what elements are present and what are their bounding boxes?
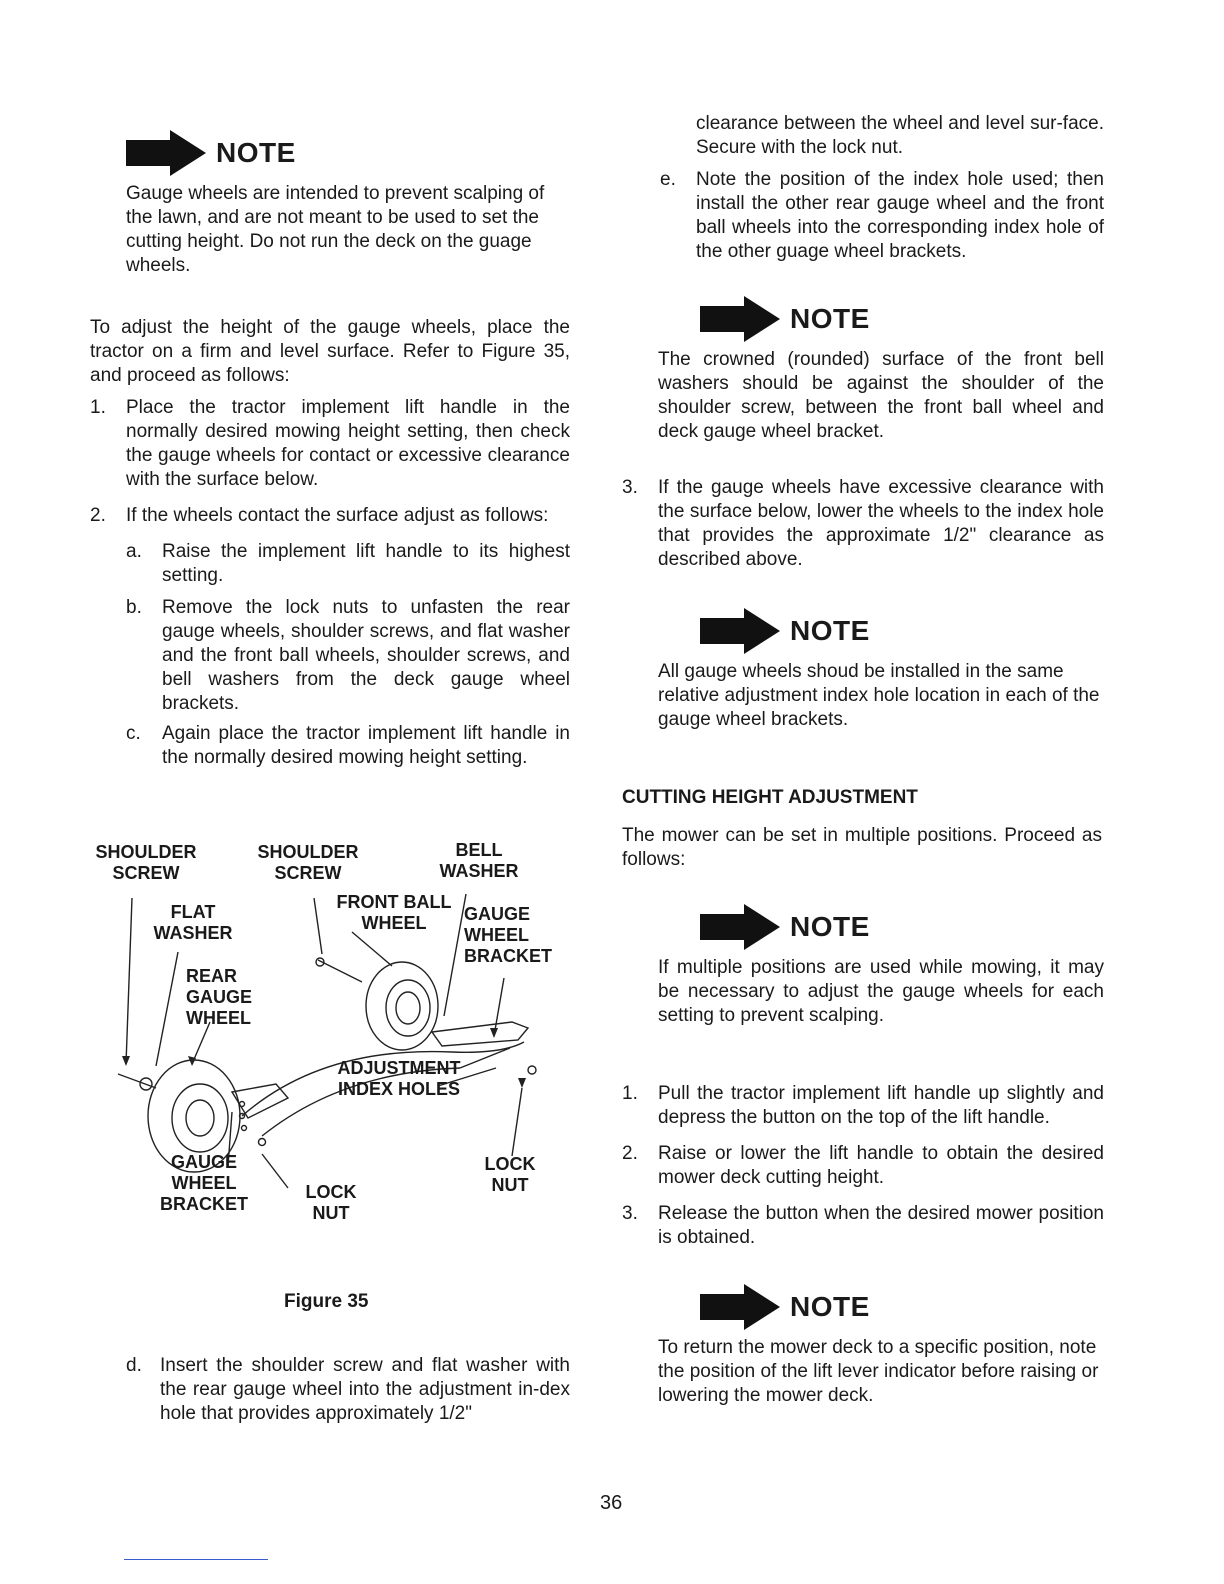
- note-body: If multiple positions are used while mowing, it may be necessary to adjust the gauge wheels for each setting to prevent scalping.: [658, 957, 1104, 1026]
- note-title: NOTE: [790, 1291, 870, 1322]
- note-bell-washers: [658, 296, 1104, 444]
- note-body: To return the mower deck to a specific position, note the position of the lift lever indicator before raising or lowering the mower deck.: [658, 1337, 1099, 1406]
- label-gauge-wheel-bracket-top: GAUGE WHEEL BRACKET: [464, 904, 552, 966]
- substep-text: Insert the shoulder screw and flat washer with the rear gauge wheel into the adjustment in-dex hole that provides approximately 1/2": [160, 1355, 570, 1424]
- step-2: [90, 504, 570, 528]
- substep-text: Remove the lock nuts to unfasten the rear gauge wheels, shoulder screws, and flat washer and the front ball wheels, shoulder screws, and bell washers from the deck gauge wheel brackets.: [162, 597, 570, 714]
- footer-rule: [124, 1559, 268, 1560]
- step-text: Pull the tractor implement lift handle up slightly and depress the button on the top of the lift handle.: [658, 1083, 1104, 1128]
- substep-text: Again place the tractor implement lift handle in the normally desired mowing height setting.: [162, 723, 570, 768]
- cutting-step-1: [622, 1082, 1104, 1130]
- substep-d-continued: clearance between the wheel and level sur-face. Secure with the lock nut.: [696, 113, 1104, 158]
- page-number: 36: [600, 1492, 623, 1514]
- substep-marker: a.: [126, 541, 142, 562]
- note-same-index-hole: [658, 608, 1104, 732]
- section-heading-cutting-height: CUTTING HEIGHT ADJUSTMENT: [622, 787, 918, 808]
- step-marker: 3.: [622, 477, 638, 498]
- label-rear-gauge-wheel: REAR GAUGE WHEEL: [186, 966, 253, 1028]
- figure-35-diagram: [92, 836, 572, 1236]
- label-shoulder-screw-mid: SHOULDER SCREW: [257, 842, 359, 883]
- note-title: NOTE: [216, 137, 296, 168]
- label-lock-nut-right: LOCK NUT: [484, 1154, 536, 1195]
- note-gauge-wheels: [126, 130, 556, 278]
- figure-caption: Figure 35: [284, 1291, 369, 1312]
- cutting-height-intro: The mower can be set in multiple positions. Proceed as follows:: [622, 825, 1102, 870]
- substep-e: [660, 168, 1104, 264]
- label-gauge-wheel-bracket-bottom: GAUGE WHEEL BRACKET: [160, 1152, 248, 1214]
- substep-marker: e.: [660, 169, 676, 190]
- note-title: NOTE: [790, 615, 870, 646]
- step-marker: 1.: [622, 1083, 638, 1104]
- step-text: Raise or lower the lift handle to obtain the desired mower deck cutting height.: [658, 1143, 1104, 1188]
- intro-paragraph: To adjust the height of the gauge wheels, place the tractor on a firm and level surface. Refer to Figure 35, and proceed as follows:: [90, 317, 570, 386]
- label-shoulder-screw-left: SHOULDER SCREW: [95, 842, 197, 883]
- step-3: [622, 476, 1104, 572]
- substep-b: [126, 596, 570, 716]
- right-arrow-icon: [700, 296, 780, 342]
- cutting-step-2: [622, 1142, 1104, 1190]
- substep-d: [126, 1354, 570, 1426]
- note-body: The crowned (rounded) surface of the front bell washers should be against the shoulder of the shoulder screw, between the front ball wheel and deck gauge wheel bracket.: [658, 349, 1104, 442]
- step-text: If the wheels contact the surface adjust as follows:: [126, 505, 549, 526]
- note-body: All gauge wheels shoud be installed in the same relative adjustment index hole location in each of the gauge wheel brackets.: [658, 661, 1100, 730]
- note-title: NOTE: [790, 911, 870, 942]
- right-arrow-icon: [126, 130, 206, 176]
- step-text: Place the tractor implement lift handle in the normally desired mowing height setting, then check the gauge wheels for contact or excessive clearance with the surface below.: [126, 397, 570, 490]
- substep-text: Note the position of the index hole used; then install the other rear gauge wheel and the front ball wheels into the corresponding index hole of the other guage wheel brackets.: [696, 169, 1104, 262]
- step-1: [90, 396, 570, 492]
- substep-a: [126, 540, 570, 588]
- note-return-position: [658, 1284, 1104, 1408]
- step-text: Release the button when the desired mower position is obtained.: [658, 1203, 1104, 1248]
- note-body: Gauge wheels are intended to prevent scalping of the lawn, and are not meant to be used to set the cutting height. Do not run the deck on the guage wheels.: [126, 183, 545, 276]
- substep-text: Raise the implement lift handle to its highest setting.: [162, 541, 570, 586]
- cutting-step-3: [622, 1202, 1104, 1250]
- right-arrow-icon: [700, 1284, 780, 1330]
- right-arrow-icon: [700, 904, 780, 950]
- note-multiple-positions: [658, 904, 1104, 1028]
- step-marker: 2.: [90, 505, 106, 526]
- step-text: If the gauge wheels have excessive clearance with the surface below, lower the wheels to the index hole that provides the approximate 1/2" clearance as described above.: [658, 477, 1104, 570]
- substep-marker: b.: [126, 597, 142, 618]
- label-lock-nut-bottom: LOCK NUT: [305, 1182, 357, 1223]
- label-flat-washer: FLAT WASHER: [153, 902, 233, 943]
- label-bell-washer: BELL WASHER: [439, 840, 519, 881]
- step-marker: 2.: [622, 1143, 638, 1164]
- step-marker: 3.: [622, 1203, 638, 1224]
- step-marker: 1.: [90, 397, 106, 418]
- label-adjustment-index-holes: ADJUSTMENT INDEX HOLES: [337, 1058, 461, 1099]
- label-front-ball-wheel: FRONT BALL WHEEL: [336, 892, 452, 933]
- substep-c: [126, 722, 570, 770]
- substep-marker: d.: [126, 1355, 142, 1376]
- note-title: NOTE: [790, 303, 870, 334]
- right-arrow-icon: [700, 608, 780, 654]
- substep-marker: c.: [126, 723, 141, 744]
